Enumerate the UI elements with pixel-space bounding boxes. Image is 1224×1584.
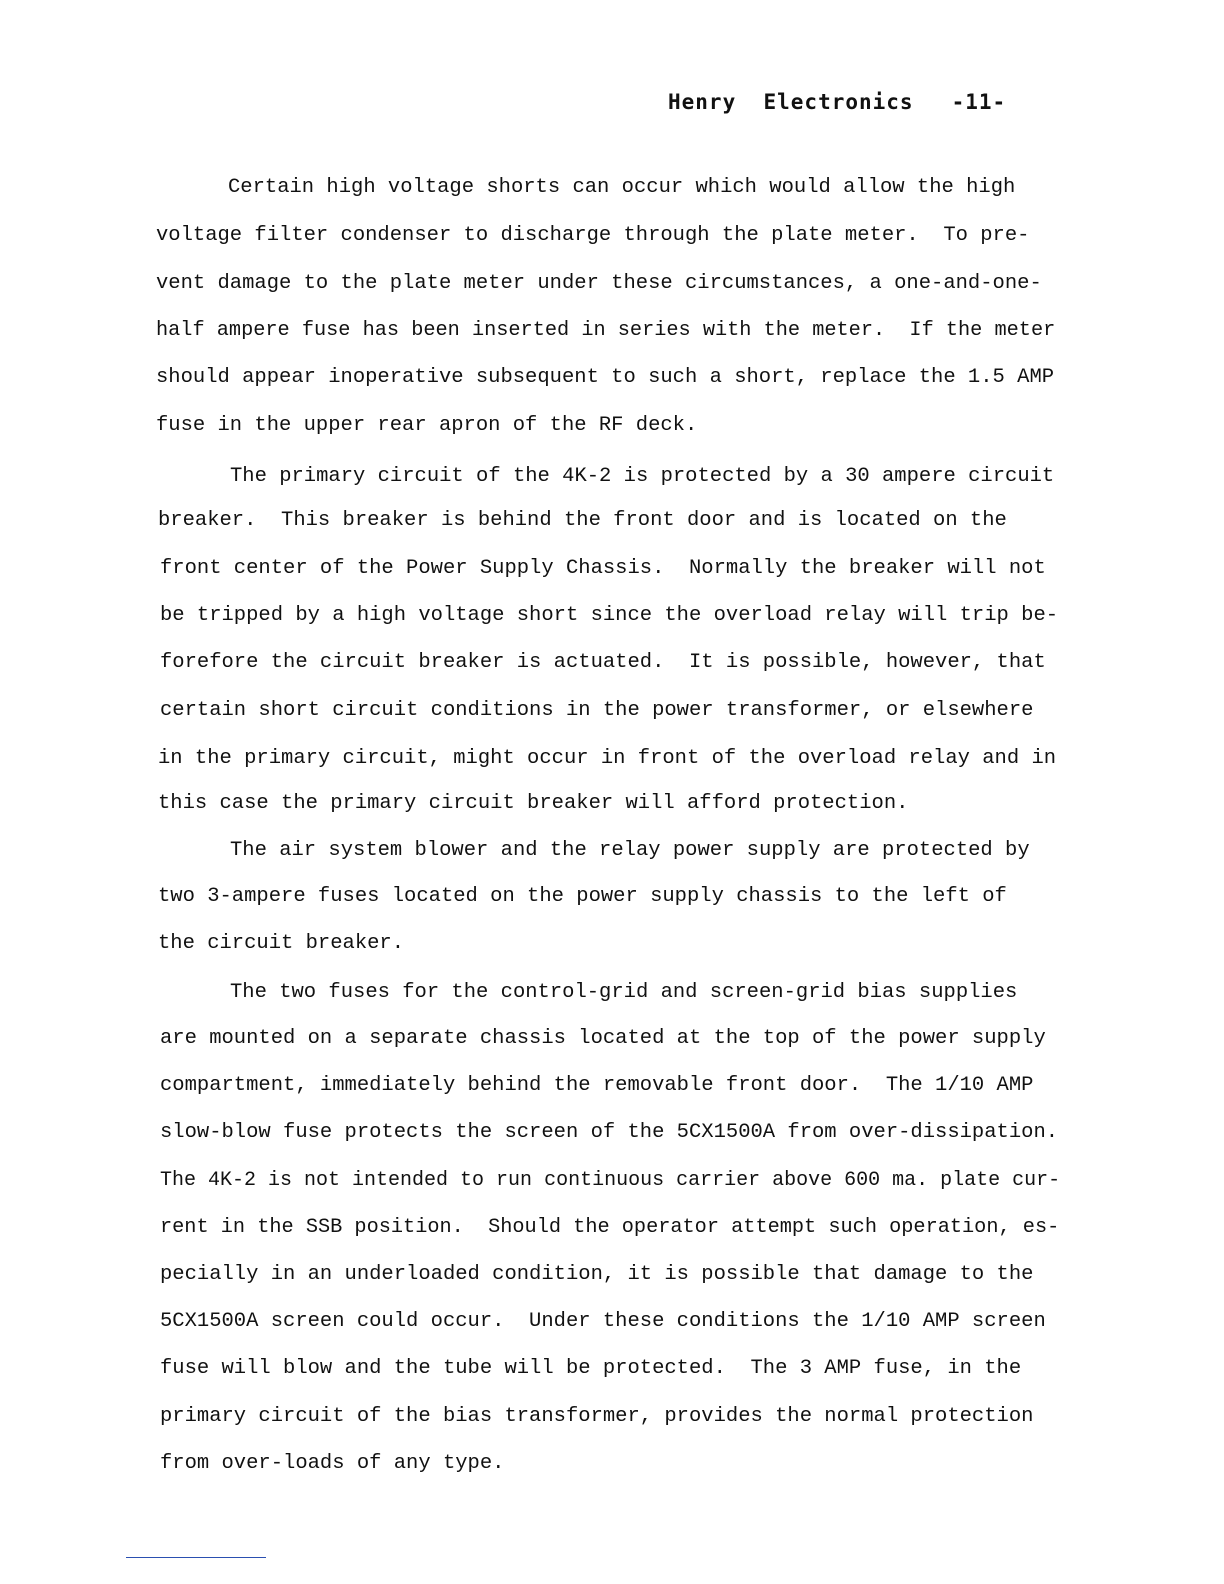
paragraph-2-line-2: breaker. This breaker is behind the front door and is located on the [158,509,1007,532]
paragraph-4-line-8: 5CX1500A screen could occur. Under these conditions the 1/10 AMP screen [160,1310,1046,1333]
paragraph-3-line-2: two 3-ampere fuses located on the power supply chassis to the left of [158,885,1007,908]
paragraph-2-line-6: certain short circuit conditions in the power transformer, or elsewhere [160,699,1034,722]
paragraph-4-line-11: from over-loads of any type. [160,1452,505,1475]
paragraph-1-line-1: Certain high voltage shorts can occur which would allow the high [228,176,1016,199]
paragraph-1-line-5: should appear inoperative subsequent to such a short, replace the 1.5 AMP [156,366,1055,389]
paragraph-4-line-10: primary circuit of the bias transformer, provides the normal protection [160,1405,1034,1428]
paragraph-2-line-3: front center of the Power Supply Chassis. Normally the breaker will not [160,557,1046,580]
paragraph-2-line-4: be tripped by a high voltage short since the overload relay will trip be- [160,604,1059,627]
paragraph-2-line-1: The primary circuit of the 4K-2 is protected by a 30 ampere circuit [230,465,1055,488]
paragraph-4-line-9: fuse will blow and the tube will be protected. The 3 AMP fuse, in the [160,1357,1022,1380]
paragraph-2-line-5: forefore the circuit breaker is actuated. It is possible, however, that [160,651,1046,674]
paragraph-4-line-2: are mounted on a separate chassis located at the top of the power supply [160,1027,1046,1050]
paragraph-4-line-5: The 4K-2 is not intended to run continuous carrier above 600 ma. plate cur- [160,1169,1061,1192]
paragraph-1-line-3: vent damage to the plate meter under these circumstances, a one-and-one- [156,272,1042,295]
paragraph-3-line-1: The air system blower and the relay power supply are protected by [230,839,1030,862]
paragraph-2-line-7: in the primary circuit, might occur in front of the overload relay and in [158,747,1057,770]
paragraph-3-line-3: the circuit breaker. [158,932,405,955]
footnote-rule [126,1557,266,1558]
page-number: -11- [951,90,1007,114]
paragraph-4-line-1: The two fuses for the control-grid and screen-grid bias supplies [230,981,1018,1004]
paragraph-4-line-4: slow-blow fuse protects the screen of the 5CX1500A from over-dissipation. [160,1121,1059,1144]
paragraph-4-line-3: compartment, immediately behind the removable front door. The 1/10 AMP [160,1074,1034,1097]
paragraph-4-line-7: pecially in an underloaded condition, it is possible that damage to the [160,1263,1034,1286]
paragraph-4-line-6: rent in the SSB position. Should the operator attempt such operation, es- [160,1216,1060,1239]
paragraph-2-line-8: this case the primary circuit breaker will afford protection. [158,792,909,815]
paragraph-1-line-4: half ampere fuse has been inserted in series with the meter. If the meter [156,319,1056,342]
paragraph-1-line-2: voltage filter condenser to discharge through the plate meter. To pre- [156,224,1030,247]
header-title: Henry Electronics [668,90,914,114]
page-header [668,90,1006,114]
paragraph-1-line-6: fuse in the upper rear apron of the RF deck. [156,414,698,437]
